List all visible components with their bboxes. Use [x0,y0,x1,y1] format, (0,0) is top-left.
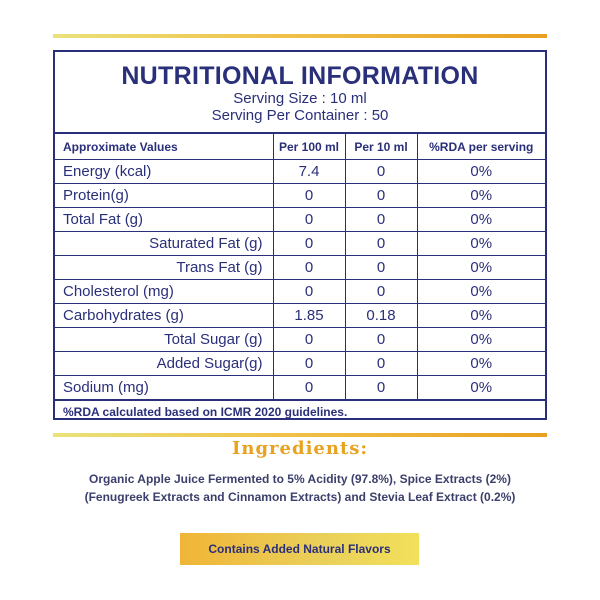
ingredients-line-1: Organic Apple Juice Fermented to 5% Acidity (97.8%), Spice Extracts (2%) [89,472,511,486]
per-100ml-value: 0 [273,280,345,304]
per-100ml-value: 0 [273,376,345,400]
row-label: Carbohydrates (g) [55,304,273,328]
per-10ml-value: 0 [345,160,417,184]
rda-value: 0% [417,376,545,400]
table-row [55,232,545,256]
per-10ml-value: 0 [345,232,417,256]
per-10ml-value: 0 [345,280,417,304]
serving-size: Serving Size : 10 ml [233,90,367,107]
table-row [55,328,545,352]
column-header-per-100ml: Per 100 ml [273,134,345,160]
nutrition-panel [53,50,547,420]
per-100ml-value: 0 [273,232,345,256]
top-gold-divider [53,34,547,38]
rda-value: 0% [417,160,545,184]
servings-per-container: Serving Per Container : 50 [211,107,389,124]
row-label: Cholesterol (mg) [55,280,273,304]
rda-value: 0% [417,280,545,304]
row-label: Trans Fat (g) [55,256,273,280]
per-10ml-value: 0 [345,256,417,280]
row-label: Energy (kcal) [55,160,273,184]
table-row [55,280,545,304]
natural-flavors-badge: Contains Added Natural Flavors [180,533,419,565]
row-label: Total Fat (g) [55,208,273,232]
rda-value: 0% [417,256,545,280]
row-label: Protein(g) [55,184,273,208]
rda-value: 0% [417,208,545,232]
per-100ml-value: 0 [273,352,345,376]
nutrition-title: NUTRITIONAL INFORMATION [121,62,479,90]
per-100ml-value: 0 [273,328,345,352]
table-row [55,184,545,208]
rda-value: 0% [417,184,545,208]
row-label: Added Sugar(g) [55,352,273,376]
ingredients-heading: Ingredients: [231,438,369,459]
per-10ml-value: 0 [345,376,417,400]
rda-value: 0% [417,304,545,328]
column-header-approx-values: Approximate Values [55,134,273,160]
per-100ml-value: 1.85 [273,304,345,328]
row-label: Saturated Fat (g) [55,232,273,256]
ingredients-line-2: (Fenugreek Extracts and Cinnamon Extracts) and Stevia Leaf Extract (0.2%) [84,490,516,504]
per-100ml-value: 7.4 [273,160,345,184]
table-row [55,304,545,328]
table-row [55,256,545,280]
per-100ml-value: 0 [273,208,345,232]
rda-value: 0% [417,232,545,256]
table-row [55,352,545,376]
rda-value: 0% [417,328,545,352]
nutrition-header [55,52,545,134]
per-10ml-value: 0 [345,208,417,232]
rda-value: 0% [417,352,545,376]
per-100ml-value: 0 [273,184,345,208]
per-10ml-value: 0 [345,352,417,376]
table-row [55,160,545,184]
rda-footnote: %RDA calculated based on ICMR 2020 guidelines. [55,400,545,425]
table-header-row [55,134,545,160]
table-row [55,208,545,232]
row-label: Total Sugar (g) [55,328,273,352]
table-row [55,376,545,400]
column-header-rda: %RDA per serving [417,134,545,160]
per-100ml-value: 0 [273,256,345,280]
per-10ml-value: 0.18 [345,304,417,328]
per-10ml-value: 0 [345,328,417,352]
nutrition-table [55,134,545,400]
per-10ml-value: 0 [345,184,417,208]
middle-gold-divider [53,433,547,437]
ingredients-list [60,470,540,506]
row-label: Sodium (mg) [55,376,273,400]
column-header-per-10ml: Per 10 ml [345,134,417,160]
